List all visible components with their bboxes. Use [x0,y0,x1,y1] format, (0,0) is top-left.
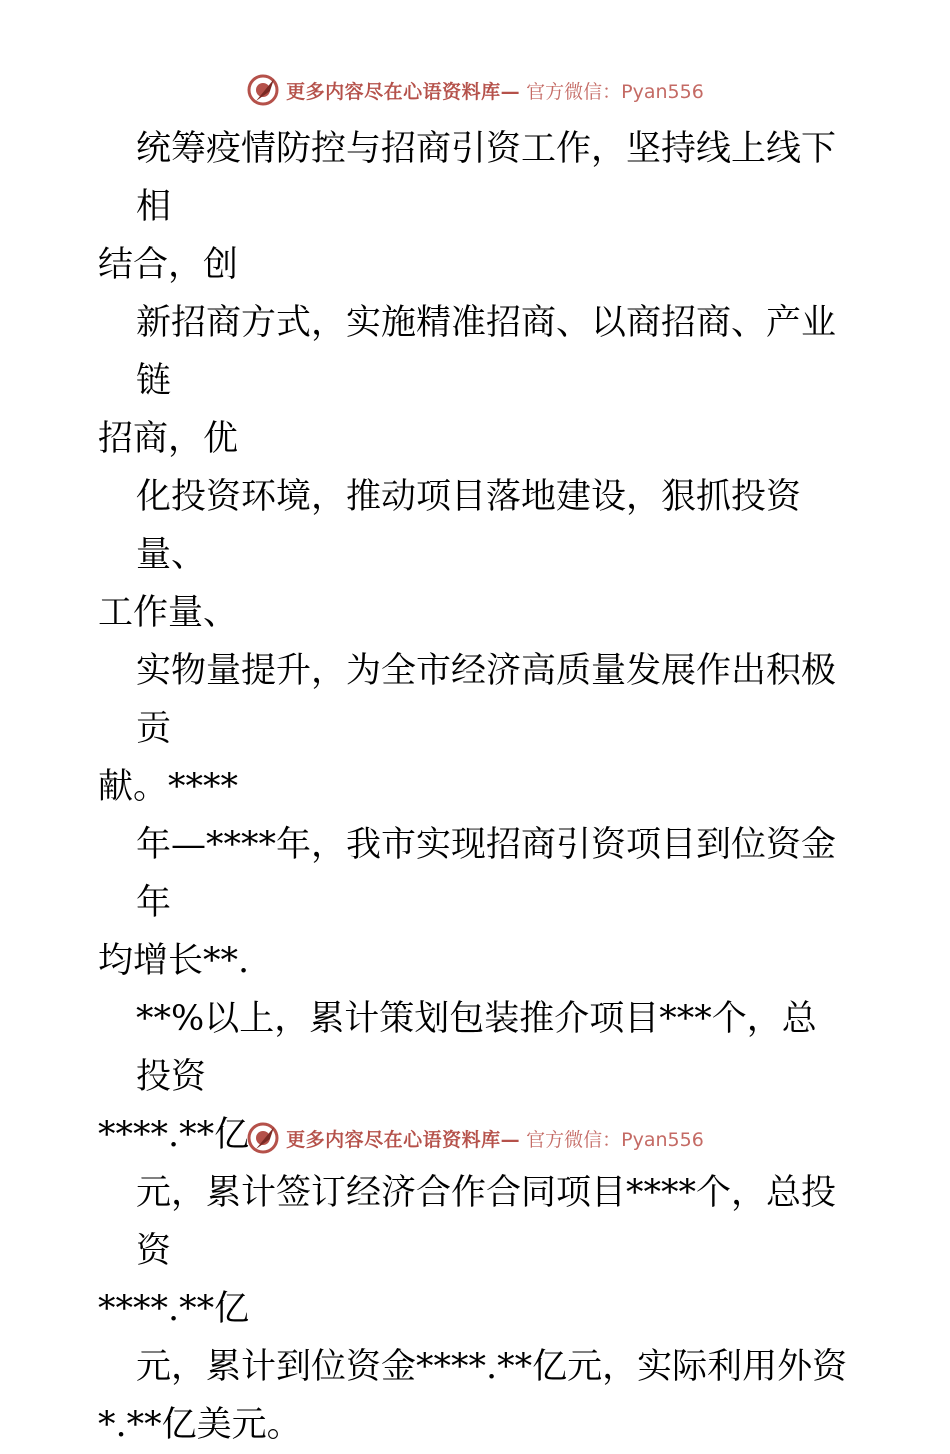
line-continuation: ****.**亿 [98,1289,250,1329]
watermark-suffix: 官方微信：Pyan556 [526,80,704,103]
watermark-text: 更多内容尽在心语资料库— [286,80,521,103]
line-continuation: 招商，优 [98,419,239,459]
document-body [98,120,850,1454]
line-continuation: 结合，创 [98,245,239,285]
quill-logo-icon [246,1121,280,1155]
line-indented: 统筹疫情防控与招商引资工作，坚持线上线下相 [136,129,837,227]
paragraph-line [98,816,850,990]
line-indented: 新招商方式，实施精准招商、以商招商、产业链 [136,303,837,401]
line-indented: **%以上，累计策划包装推介项目***个，总投资 [136,999,817,1097]
paragraph-line [98,1338,850,1454]
quill-logo-icon [246,73,280,107]
paragraph-line [98,468,850,642]
line-indented: 年—****年，我市实现招商引资项目到位资金年 [136,825,837,923]
line-indented: 化投资环境，推动项目落地建设，狠抓投资量、 [136,477,802,575]
line-continuation: 工作量、 [98,593,239,633]
watermark-suffix: 官方微信：Pyan556 [526,1128,704,1151]
line-indented: 实物量提升，为全市经济高质量发展作出积极贡 [136,651,837,749]
header-watermark [0,70,950,110]
line-continuation: 均增长**. [98,941,250,981]
paragraph-line [98,642,850,816]
paragraph-line [98,1164,850,1338]
paragraph-line [98,120,850,294]
footer-watermark [0,1118,950,1158]
watermark-text: 更多内容尽在心语资料库— [286,1128,521,1151]
line-indented: 元，累计到位资金****.**亿元，实际利用外资 [136,1347,848,1387]
paragraph-line [98,294,850,468]
line-indented: 元，累计签订经济合作合同项目****个，总投资 [136,1173,837,1271]
line-continuation: *.**亿美元。 [98,1405,302,1445]
line-continuation: 献。**** [98,767,239,807]
line-continuation: ****.**亿 [98,1115,250,1155]
